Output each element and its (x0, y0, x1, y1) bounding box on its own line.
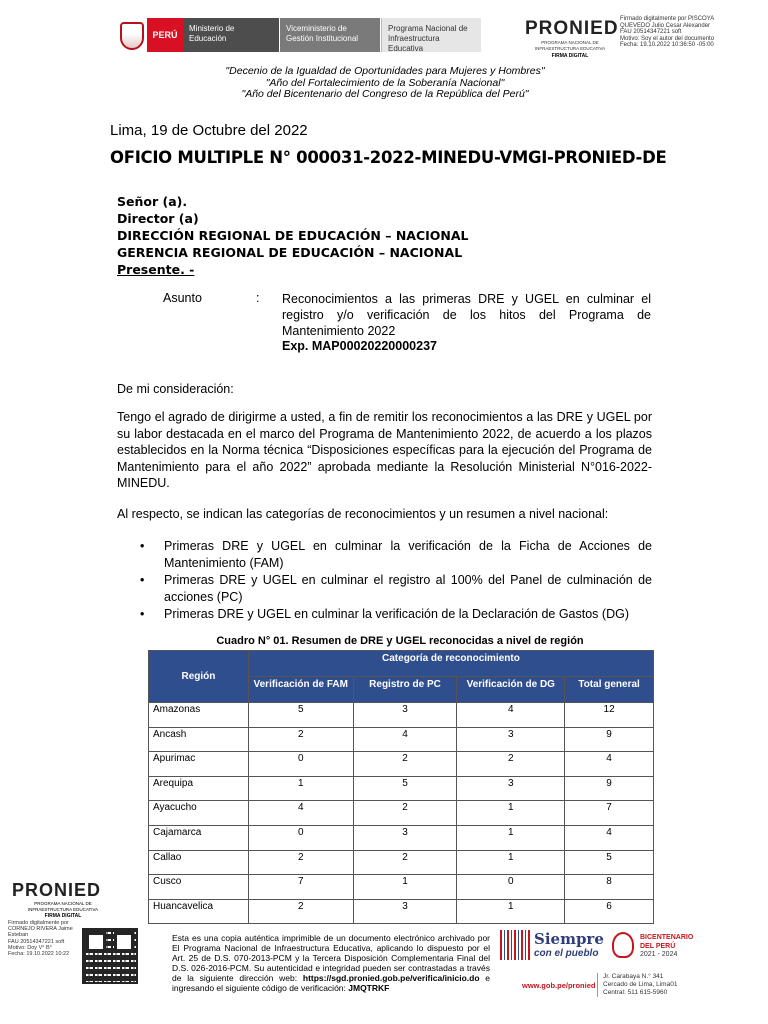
digital-signature-bottom: Firmado digitalmente por CORNEJO RIVERA Jaime Esteban FAU 20514347221 soft Motivo: Doy V° B° Fecha: 19.10.2022 10:22 (8, 920, 73, 958)
region-header: Región (149, 651, 249, 703)
value-cell: 3 (457, 727, 565, 752)
table-row (149, 850, 654, 875)
value-cell: 3 (353, 899, 457, 924)
value-cell: 0 (248, 825, 353, 850)
asunto-text: Reconocimientos a las primeras DRE y UGEL en culminar el registro y/o verificación de los hitos del Programa de Mantenimiento 2022 (282, 292, 651, 338)
qr-code-icon (82, 928, 138, 984)
value-cell: 7 (565, 801, 654, 826)
pronied-logo-name: PRONIED (525, 18, 619, 39)
value-cell: 8 (565, 875, 654, 900)
value-cell: 4 (565, 752, 654, 777)
category-header: Categoría de reconocimiento (248, 651, 653, 677)
value-cell: 3 (457, 776, 565, 801)
value-cell: 0 (457, 875, 565, 900)
table-row (149, 776, 654, 801)
column-header: Total general (565, 677, 654, 703)
website-link[interactable]: www.gob.pe/pronied (522, 981, 596, 990)
region-cell: Ancash (149, 727, 249, 752)
table-caption: Cuadro N° 01. Resumen de DRE y UGEL reconocidas a nivel de región (216, 635, 584, 647)
value-cell: 2 (353, 801, 457, 826)
value-cell: 1 (457, 801, 565, 826)
value-cell: 9 (565, 727, 654, 752)
value-cell: 5 (565, 850, 654, 875)
peru-label: PERÚ (147, 18, 183, 52)
category-list (140, 538, 652, 624)
value-cell: 1 (457, 825, 565, 850)
table-row (149, 899, 654, 924)
value-cell: 1 (353, 875, 457, 900)
siempre-con-el-pueblo-logo: Siempre con el pueblo (500, 928, 620, 964)
value-cell: 1 (457, 850, 565, 875)
table-row (149, 752, 654, 777)
verification-note: Esta es una copia auténtica imprimible de un documento electrónico archivado por El Programa Nacional de Infraestructura Educativa, aplicando lo dispuesto por el Art. 25 de D.S. 070-2013-PCM y la Tercera Disposición Complementaria Final del D.S. 026-2016-PCM. Su autenticidad e integridad pueden ser contrastadas a través de la siguiente dirección web: https://sgd.pronied.gob.pe/verifica/inicio.do e ingresando el siguiente código de verificación: JMQTRKF (172, 933, 491, 993)
value-cell: 4 (353, 727, 457, 752)
greeting: De mi consideración: (117, 382, 234, 396)
asunto-colon: : (256, 291, 260, 305)
document-date: Lima, 19 de Octubre del 2022 (110, 122, 308, 139)
table-row (149, 875, 654, 900)
pronied-logo-sub: PROGRAMA NACIONAL DE INFRAESTRUCTURA EDUCATIVA (534, 40, 606, 51)
table-row (149, 801, 654, 826)
summary-table (148, 650, 654, 924)
value-cell: 4 (457, 703, 565, 728)
asunto-expediente: Exp. MAP00020220000237 (282, 339, 437, 353)
region-cell: Callao (149, 850, 249, 875)
value-cell: 2 (457, 752, 565, 777)
addressee-block: Señor (a). Director (a) DIRECCIÓN REGIONAL DE EDUCACIÓN – NACIONAL GERENCIA REGIONAL DE EDUCACIÓN – NACIONAL Presente. - (117, 194, 469, 277)
list-item: • Primeras DRE y UGEL en culminar la verificación de la Declaración de Gastos (DG) (140, 606, 652, 623)
list-item: • Primeras DRE y UGEL en culminar el registro al 100% del Panel de culminación de acciones (PC) (140, 572, 652, 605)
value-cell: 5 (353, 776, 457, 801)
region-cell: Apurimac (149, 752, 249, 777)
value-cell: 5 (248, 703, 353, 728)
pronied-footer-logo: PRONIED PROGRAMA NACIONAL DE INFRAESTRUCTURA EDUCATIVA FIRMA DIGITAL (12, 880, 102, 919)
column-header: Verificación de DG (457, 677, 565, 703)
value-cell: 4 (248, 801, 353, 826)
value-cell: 9 (565, 776, 654, 801)
table-row (149, 727, 654, 752)
region-cell: Ayacucho (149, 801, 249, 826)
column-header: Verificación de FAM (248, 677, 353, 703)
value-cell: 3 (353, 703, 457, 728)
region-cell: Cusco (149, 875, 249, 900)
value-cell: 4 (565, 825, 654, 850)
verification-link[interactable]: https://sgd.pronied.gob.pe/verifica/inicio.do (302, 973, 480, 983)
value-cell: 12 (565, 703, 654, 728)
paragraph-1: Tengo el agrado de dirigirme a usted, a fin de remitir los reconocimientos a las DRE y UGEL por su labor destacada en el marco del Programa de Mantenimiento 2022, de acuerdo a los plazos establecidos en la Norma técnica “Disposiciones específicas para la ejecución del Programa de Mantenimiento para el año 2022” aprobada mediante la Resolución Ministerial N°016-2022-MINEDU. (117, 410, 652, 490)
region-cell: Cajamarca (149, 825, 249, 850)
viceministerio-label: Viceministerio de Gestión Institucional (280, 18, 380, 52)
year-mottos: "Decenio de la Igualdad de Oportunidades para Mujeres y Hombres" "Año del Fortalecimiento de la Soberanía Nacional" "Año del Bicentenario del Congreso de la República del Perú" (225, 65, 545, 100)
programa-label: Programa Nacional de Infraestructura Educativa (381, 18, 481, 52)
region-cell: Arequipa (149, 776, 249, 801)
value-cell: 2 (353, 752, 457, 777)
region-cell: Amazonas (149, 703, 249, 728)
table-row (149, 825, 654, 850)
value-cell: 7 (248, 875, 353, 900)
digital-signature-top: Firmado digitalmente por PISCOYA QUEVEDO Julio Cesar Alexander FAU 20514347221 soft Motivo: Soy el autor del documento Fecha: 19.10.2022 10:36:50 -05:00 (620, 16, 715, 49)
value-cell: 2 (353, 850, 457, 875)
column-header: Registro de PC (353, 677, 457, 703)
pronied-logo (525, 18, 619, 59)
asunto-label: Asunto (163, 291, 202, 305)
office-address: Jr. Carabaya N.° 341 Cercado de Lima, Lima01 Central: 511 615-5960 (597, 973, 677, 997)
value-cell: 1 (457, 899, 565, 924)
verification-code: JMQTRKF (348, 983, 390, 993)
peru-shield-icon (120, 22, 144, 50)
value-cell: 0 (248, 752, 353, 777)
ministerio-label: Ministerio de Educación (183, 18, 279, 52)
paragraph-2: Al respecto, se indican las categorías de reconocimientos y un resumen a nivel nacional: (117, 507, 609, 521)
region-cell: Huancavelica (149, 899, 249, 924)
document-title: OFICIO MULTIPLE N° 000031-2022-MINEDU-VMGI-PRONIED-DE (110, 148, 667, 167)
value-cell: 2 (248, 850, 353, 875)
list-item: • Primeras DRE y UGEL en culminar la verificación de la Ficha de Acciones de Mantenimiento (FAM) (140, 538, 652, 571)
value-cell: 3 (353, 825, 457, 850)
table-row (149, 703, 654, 728)
value-cell: 6 (565, 899, 654, 924)
pronied-logo-tag: FIRMA DIGITAL (551, 53, 589, 59)
value-cell: 1 (248, 776, 353, 801)
value-cell: 2 (248, 727, 353, 752)
value-cell: 2 (248, 899, 353, 924)
